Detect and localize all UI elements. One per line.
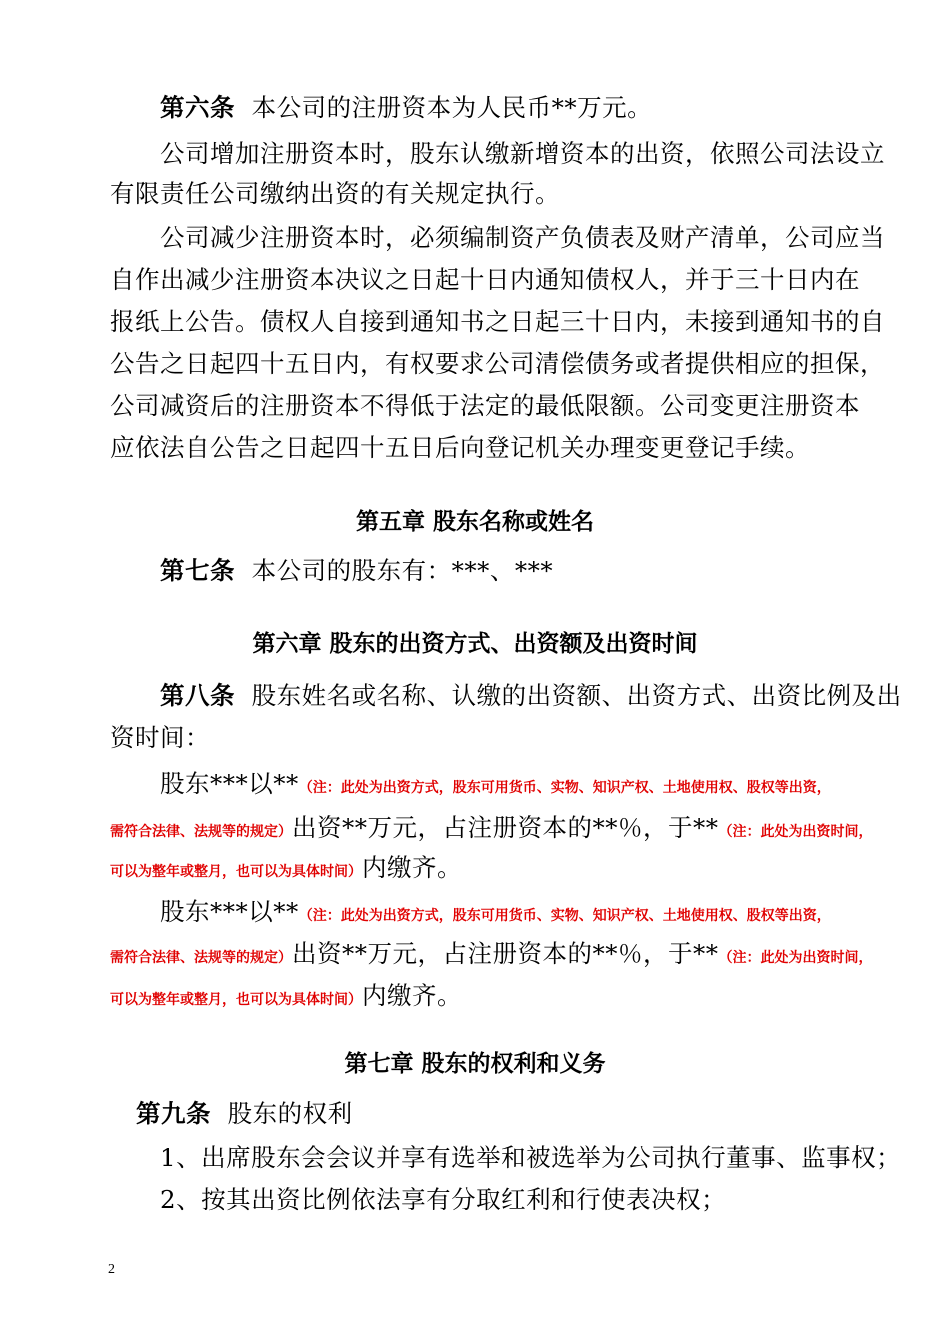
- page-number: 2: [108, 1262, 115, 1277]
- shareholder-2-line-1: [160, 894, 940, 934]
- red-annotation: 可以为整年或整月，也可以为具体时间）: [110, 864, 362, 880]
- red-annotation: （注：此处为出资时间，: [718, 824, 873, 840]
- chapter-5-title: 第五章 股东名称或姓名: [355, 509, 594, 535]
- list-item: 2、按其出资比例依法享有分取红利和行使表决权；: [160, 1185, 727, 1214]
- shareholder-text: 内缴齐。: [362, 853, 462, 882]
- chapter-6-title: 第六章 股东的出资方式、出资额及出资时间: [252, 631, 698, 657]
- shareholder-2-line-3: [110, 978, 890, 1018]
- paragraph-line: 报纸上公告。债权人自接到通知书之日起三十日内，未接到通知书的自: [110, 307, 885, 336]
- shareholder-2-line-2: [110, 936, 890, 976]
- article-text: 股东姓名或名称、认缴的出资额、出资方式、出资比例及出: [251, 681, 902, 710]
- shareholder-text: 出资**万元，占注册资本的**％，于**: [292, 813, 719, 842]
- article-6-heading: [160, 90, 940, 126]
- article-7: [160, 553, 940, 589]
- article-text: 本公司的股东有：***、***: [251, 556, 554, 585]
- shareholder-text: 股东***以**: [160, 897, 299, 926]
- red-annotation: 可以为整年或整月，也可以为具体时间）: [110, 992, 362, 1008]
- article-text: 本公司的注册资本为人民币**万元。: [251, 93, 653, 122]
- shareholder-1-line-2: [110, 810, 890, 850]
- paragraph-line: 资时间：: [110, 723, 210, 752]
- paragraph-line: 自作出减少注册资本决议之日起十日内通知债权人，并于三十日内在: [110, 265, 860, 294]
- article-9-heading: [136, 1096, 916, 1132]
- list-item: 1、出席股东会会议并享有选举和被选举为公司执行董事、监事权；: [160, 1143, 902, 1172]
- red-annotation: （注：此处为出资时间，: [718, 950, 873, 966]
- red-annotation: （注：此处为出资方式，股东可用货币、实物、知识产权、土地使用权、股权等出资，: [298, 780, 831, 796]
- article-text: 股东的权利: [227, 1099, 353, 1128]
- article-8-heading: [160, 678, 940, 714]
- paragraph-line: 公司减少注册资本时，必须编制资产负债表及财产清单，公司应当: [160, 223, 885, 252]
- paragraph-line: 有限责任公司缴纳出资的有关规定执行。: [110, 179, 560, 208]
- paragraph-line: 公司减资后的注册资本不得低于法定的最低限额。公司变更注册资本: [110, 391, 860, 420]
- shareholder-text: 股东***以**: [160, 769, 299, 798]
- red-annotation: 需符合法律、法规等的规定）: [110, 824, 292, 840]
- shareholder-text: 出资**万元，占注册资本的**％，于**: [292, 939, 719, 968]
- shareholder-text: 内缴齐。: [362, 981, 462, 1010]
- paragraph-line: 公告之日起四十五日内，有权要求公司清偿债务或者提供相应的担保，: [110, 349, 885, 378]
- article-label: 第九条: [136, 1099, 211, 1128]
- chapter-7-title: 第七章 股东的权利和义务: [344, 1051, 606, 1077]
- article-label: 第七条: [160, 556, 235, 585]
- red-annotation: （注：此处为出资方式，股东可用货币、实物、知识产权、土地使用权、股权等出资，: [298, 908, 831, 924]
- paragraph-line: 公司增加注册资本时，股东认缴新增资本的出资，依照公司法设立: [160, 139, 885, 168]
- article-label: 第六条: [160, 93, 235, 122]
- red-annotation: 需符合法律、法规等的规定）: [110, 950, 292, 966]
- shareholder-1-line-1: [160, 766, 940, 806]
- shareholder-1-line-3: [110, 850, 890, 890]
- article-label: 第八条: [160, 681, 235, 710]
- paragraph-line: 应依法自公告之日起四十五日后向登记机关办理变更登记手续。: [110, 433, 810, 462]
